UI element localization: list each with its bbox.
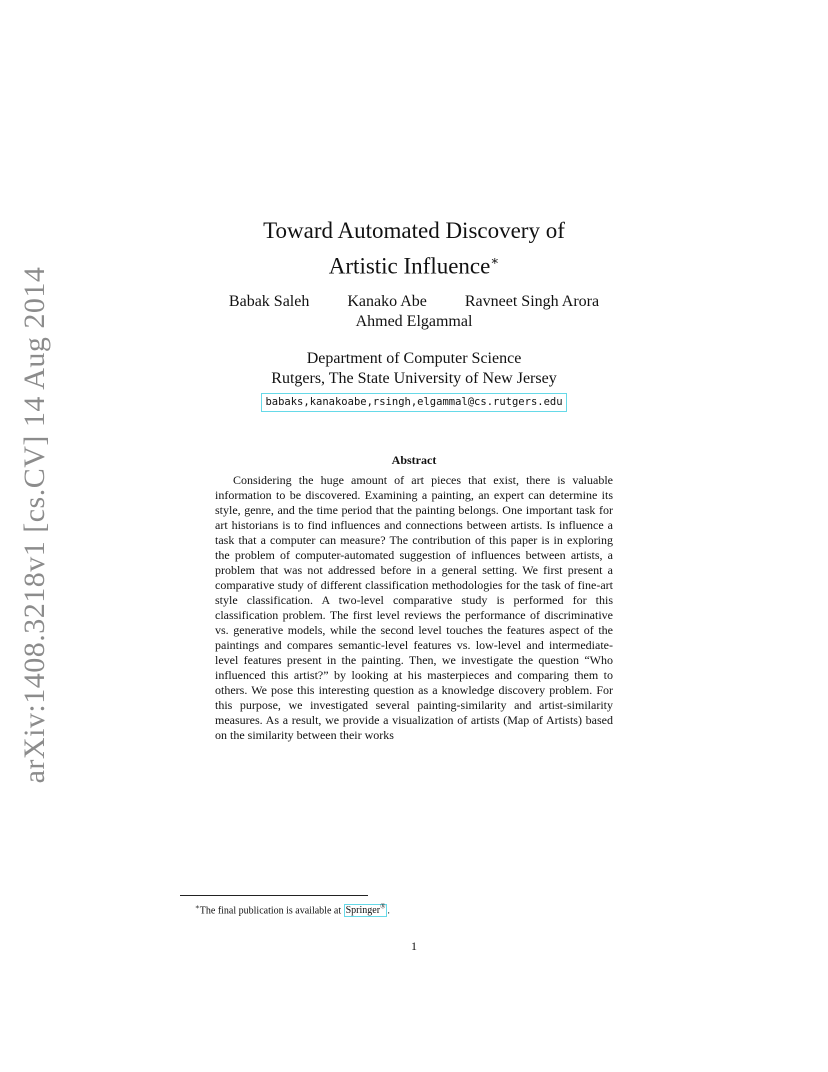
author-row-2 — [0, 312, 828, 332]
author-list — [0, 292, 828, 332]
affiliation — [0, 349, 828, 389]
registered-mark: ® — [380, 903, 386, 911]
department: Department of Computer Science — [306, 350, 522, 367]
footnote-end: . — [387, 905, 390, 917]
title-line-2 — [0, 246, 828, 282]
university: Rutgers, The State University of New Jersey — [271, 370, 557, 387]
email-link[interactable]: babaks,kanakoabe,rsingh,elgammal@cs.rutgers.edu — [261, 393, 566, 412]
springer-link-text: Springer — [345, 905, 381, 917]
abstract-text: Considering the huge amount of art pieces that exist, there is valuable information to be discovered. Examining a painting, an expert can determine its style, genre, and the time period that the painting belongs. One important task for art historians is to find influences and connections between artists. Is influence a task that a computer can measure? The contribution of this paper is in exploring the problem of computer-automated suggestion of influences between artists, a problem that was not addressed before in a general setting. We first present a comparative study of different classification methodologies for the task of fine-art style classification. A two-level comparative study is performed for this classification problem. The first level reviews the performance of discriminative vs. generative models, while the second level touches the features aspect of the paintings and compares semantic-level features vs. low-level and intermediate-level features present in the painting. Then, we investigate the question “Who influenced this artist?” by looking at his masterpieces and comparing them to others. We pose this interesting question as a knowledge discovery problem. For this purpose, we investigated several painting-similarity and artist-similarity measures. As a result, we provide a visualization of artists (Map of Artists) based on the similarity between their works — [215, 473, 613, 742]
footnote — [195, 900, 390, 918]
author-name: Ahmed Elgammal — [355, 313, 473, 330]
paper-title — [0, 216, 828, 282]
author-name: Babak Saleh — [228, 293, 310, 310]
author-name: Ravneet Singh Arora — [464, 293, 600, 310]
abstract-heading: Abstract — [391, 453, 437, 467]
author-row-1 — [0, 292, 828, 312]
arxiv-identifier-stamp: arXiv:1408.3218v1 [cs.CV] 14 Aug 2014 — [18, 266, 51, 784]
title-footnote-mark: ∗ — [490, 253, 500, 268]
page-number: 1 — [411, 939, 417, 953]
title-line-2-text: Artistic Influence — [328, 253, 491, 279]
author-name: Kanako Abe — [347, 293, 427, 310]
springer-link[interactable] — [344, 904, 388, 917]
footnote-text: The final publication is available at — [199, 905, 344, 917]
footnote-mark: ∗ — [195, 903, 200, 911]
footnote-rule — [180, 895, 368, 896]
email-container — [0, 390, 828, 412]
title-line-1: Toward Automated Discovery of — [263, 218, 565, 243]
